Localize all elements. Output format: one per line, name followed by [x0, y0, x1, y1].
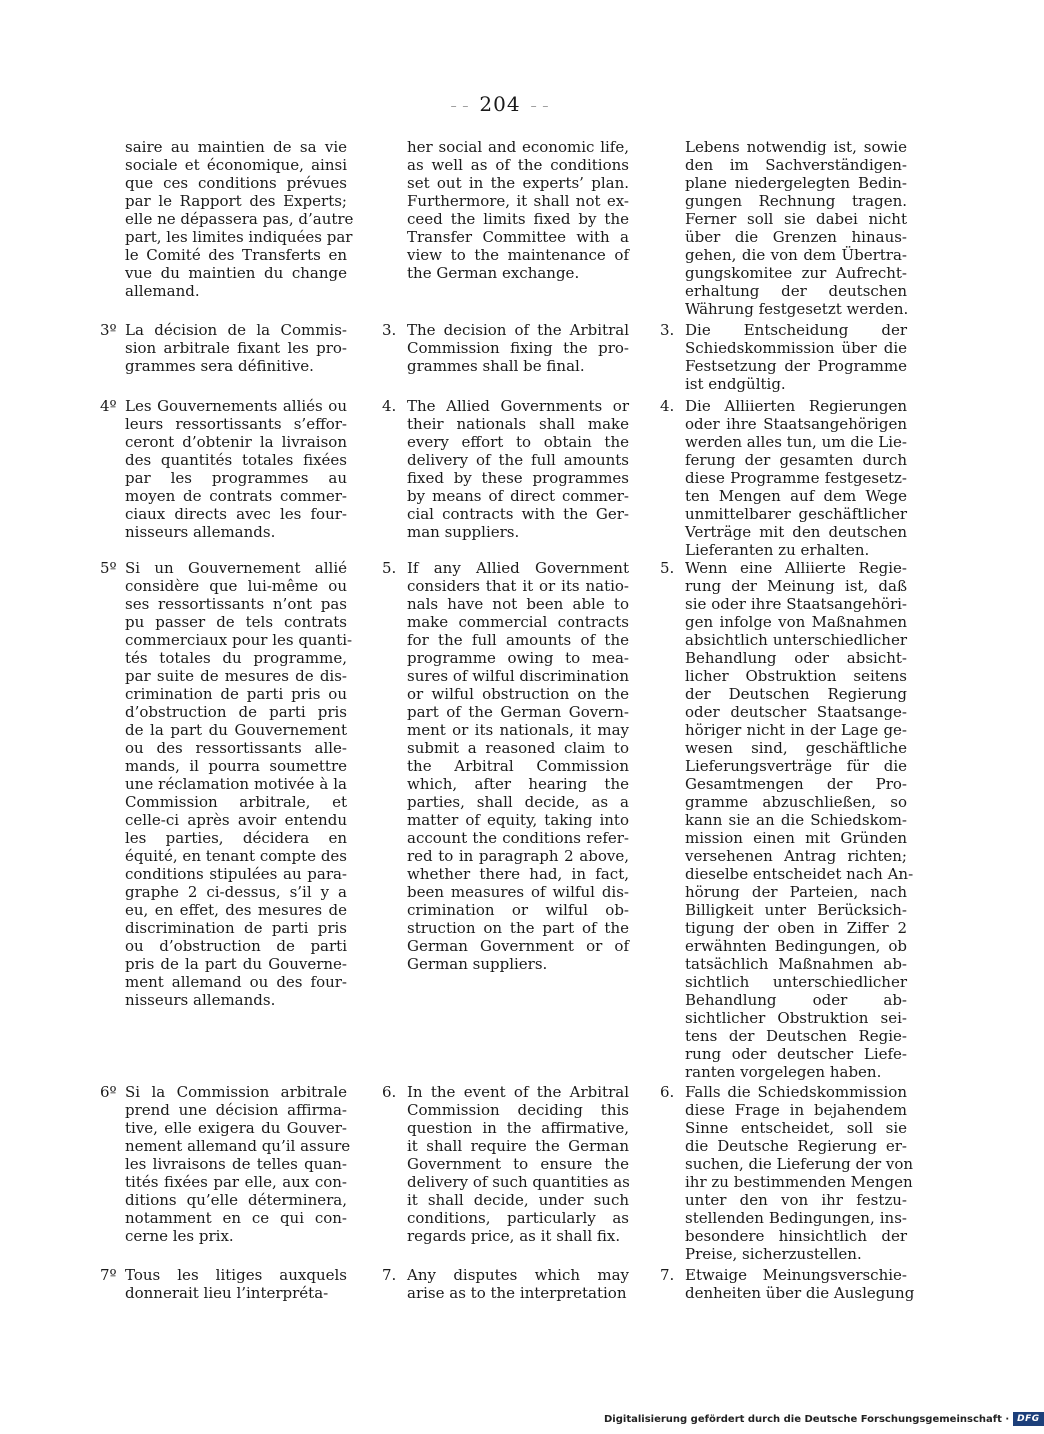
- text-line: donnerait lieu l’interpréta-: [125, 1284, 329, 1302]
- text-line: gungskomitee zur Aufrecht-: [685, 264, 907, 282]
- text-line: sion arbitrale fixant les pro-: [125, 339, 347, 357]
- english-paragraph: [382, 559, 632, 973]
- text-line: Falls die Schiedskommission: [685, 1083, 907, 1101]
- paragraph-number: 7.: [382, 1266, 397, 1284]
- text-line: tités fixées par elle, aux con-: [125, 1173, 347, 1191]
- text-line: diese Programme festgesetz-: [685, 469, 907, 487]
- text-line: oder ihre Staatsangehörigen: [685, 415, 907, 433]
- text-line: set out in the experts’ plan.: [407, 174, 629, 192]
- french-paragraph: [100, 1266, 350, 1302]
- text-line: If any Allied Government: [407, 559, 629, 577]
- text-line: unter den von ihr festzu-: [685, 1191, 907, 1209]
- paragraph-body: [125, 559, 353, 1009]
- text-line: que ces conditions prévues: [125, 174, 347, 192]
- text-line: ou d’obstruction de parti: [125, 937, 347, 955]
- text-line: question in the affirmative,: [407, 1119, 629, 1137]
- text-line: erwähnten Bedingungen, ob: [685, 937, 907, 955]
- text-line: elle ne dépassera pas, d’autre: [125, 210, 354, 228]
- english-paragraph: [382, 321, 632, 375]
- text-line: pu passer de tels contrats: [125, 613, 347, 631]
- text-line: Furthermore, it shall not ex-: [407, 192, 629, 210]
- text-line: par le Rapport des Experts;: [125, 192, 347, 210]
- text-line: part of the German Govern-: [407, 703, 629, 721]
- text-line: ist endgültig.: [685, 375, 786, 393]
- french-paragraph: [100, 1083, 350, 1245]
- text-line: as well as of the conditions: [407, 156, 629, 174]
- paragraph-body: [125, 138, 354, 300]
- text-line: plane niedergelegten Bedin-: [685, 174, 907, 192]
- paragraph-number: 6º: [100, 1083, 117, 1101]
- text-line: Wenn eine Alliierte Regie-: [685, 559, 907, 577]
- text-line: conditions, particularly as: [407, 1209, 629, 1227]
- text-line: Si un Gouvernement allié: [125, 559, 347, 577]
- text-line: licher Obstruktion seitens: [685, 667, 907, 685]
- text-line: ihr zu bestimmenden Mengen: [685, 1173, 913, 1191]
- text-line: Gesamtmengen der Pro-: [685, 775, 907, 793]
- footer-text: Digitalisierung gefördert durch die Deutsche Forschungsgemeinschaft ·: [604, 1413, 1010, 1425]
- paragraph-body: [685, 1266, 915, 1302]
- text-line: fixed by these programmes: [407, 469, 629, 487]
- text-line: sichtlich unterschiedlicher: [685, 973, 907, 991]
- paragraph-body: [407, 397, 629, 541]
- paragraph-body: [407, 1083, 629, 1245]
- text-line: diese Frage in bejahendem: [685, 1101, 907, 1119]
- text-line: leurs ressortissants s’effor-: [125, 415, 347, 433]
- english-paragraph: [382, 397, 632, 541]
- text-line: Behandlung oder ab-: [685, 991, 907, 1009]
- english-paragraph: [382, 138, 632, 282]
- text-line: The Allied Governments or: [407, 397, 629, 415]
- english-paragraph: [382, 1083, 632, 1245]
- text-line: d’obstruction de parti pris: [125, 703, 347, 721]
- text-line: graphe 2 ci-dessus, s’il y a: [125, 883, 347, 901]
- paragraph-number: 6.: [382, 1083, 397, 1101]
- text-line: commerciaux pour les quanti-: [125, 631, 353, 649]
- text-line: conditions stipulées au para-: [125, 865, 347, 883]
- paragraph-number: 7º: [100, 1266, 117, 1284]
- text-line: programme owing to mea-: [407, 649, 629, 667]
- text-line: gramme abzuschließen, so: [685, 793, 907, 811]
- text-line: les parties, décidera en: [125, 829, 347, 847]
- text-line: grammes sera définitive.: [125, 357, 314, 375]
- text-line: unmittelbarer geschäftlicher: [685, 505, 907, 523]
- text-line: suchen, die Lieferung der von: [685, 1155, 914, 1173]
- text-line: been measures of wilful dis-: [407, 883, 629, 901]
- text-line: considère que lui-même ou: [125, 577, 347, 595]
- text-line: eu, en effet, des mesures de: [125, 901, 347, 919]
- german-paragraph: [660, 321, 910, 393]
- text-line: Behandlung oder absicht-: [685, 649, 907, 667]
- text-line: the German exchange.: [407, 264, 580, 282]
- text-line: Commission fixing the pro-: [407, 339, 629, 357]
- text-line: parties, shall decide, as a: [407, 793, 629, 811]
- text-line: par les programmes au: [125, 469, 347, 487]
- text-line: den im Sachverständigen-: [685, 156, 907, 174]
- text-line: discrimination de parti pris: [125, 919, 347, 937]
- text-line: account the conditions refer-: [407, 829, 629, 847]
- text-line: delivery of the full amounts: [407, 451, 629, 469]
- text-line: ment allemand ou des four-: [125, 973, 347, 991]
- text-line: Commission deciding this: [407, 1101, 629, 1119]
- text-line: ceed the limits fixed by the: [407, 210, 629, 228]
- text-line: struction on the part of the: [407, 919, 629, 937]
- text-line: red to in paragraph 2 above,: [407, 847, 629, 865]
- text-line: delivery of such quantities as: [407, 1173, 630, 1191]
- text-line: regards price, as it shall fix.: [407, 1227, 621, 1245]
- paragraph-body: [125, 1266, 347, 1302]
- paragraph-body: [125, 397, 347, 541]
- german-paragraph: [660, 138, 910, 318]
- text-line: Lieferanten zu erhalten.: [685, 541, 870, 559]
- text-line: ses ressortissants n’ont pas: [125, 595, 347, 613]
- text-line: Any disputes which may: [407, 1266, 629, 1284]
- german-paragraph: [660, 397, 910, 559]
- text-line: part, les limites indiquées par: [125, 228, 353, 246]
- text-line: Lieferungsverträge für die: [685, 757, 907, 775]
- text-line: Ferner soll sie dabei nicht: [685, 210, 907, 228]
- french-paragraph: [100, 321, 350, 375]
- text-line: German suppliers.: [407, 955, 548, 973]
- text-line: stellenden Bedingungen, ins-: [685, 1209, 907, 1227]
- french-paragraph: [100, 397, 350, 541]
- text-line: vue du maintien du change: [125, 264, 347, 282]
- text-line: cerne les prix.: [125, 1227, 234, 1245]
- text-line: höriger nicht in der Lage ge-: [685, 721, 907, 739]
- text-line: Währung festgesetzt werden.: [685, 300, 909, 318]
- text-line: pris de la part du Gouverne-: [125, 955, 347, 973]
- text-line: ciaux directs avec les four-: [125, 505, 347, 523]
- text-line: notamment en ce qui con-: [125, 1209, 347, 1227]
- text-line: ranten vorgelegen haben.: [685, 1063, 882, 1081]
- decorative-dash: – –: [450, 98, 470, 113]
- text-line: absichtlich unterschiedlicher: [685, 631, 907, 649]
- paragraph-body: [685, 397, 907, 559]
- text-line: celle-ci après avoir entendu: [125, 811, 347, 829]
- text-line: Etwaige Meinungsverschie-: [685, 1266, 907, 1284]
- text-line: tigung der oben in Ziffer 2: [685, 919, 907, 937]
- text-line: Transfer Committee with a: [407, 228, 629, 246]
- text-line: whether there had, in fact,: [407, 865, 629, 883]
- text-line: Billigkeit unter Berücksich-: [685, 901, 907, 919]
- text-line: In the event of the Arbitral: [407, 1083, 629, 1101]
- text-line: dieselbe entscheidet nach An-: [685, 865, 914, 883]
- text-line: La décision de la Commis-: [125, 321, 347, 339]
- text-line: German Government or of: [407, 937, 629, 955]
- paragraph-number: 3º: [100, 321, 117, 339]
- text-line: die Deutsche Regierung er-: [685, 1137, 907, 1155]
- text-line: kann sie an die Schiedskom-: [685, 811, 907, 829]
- text-line: le Comité des Transferts en: [125, 246, 347, 264]
- english-paragraph: [382, 1266, 632, 1302]
- text-line: mission einen mit Gründen: [685, 829, 907, 847]
- paragraph-number: 3.: [382, 321, 397, 339]
- text-line: équité, en tenant compte des: [125, 847, 347, 865]
- dfg-logo: DFG: [1013, 1412, 1044, 1426]
- paragraph-number: 5.: [660, 559, 675, 577]
- paragraph-number: 7.: [660, 1266, 675, 1284]
- paragraph-number: 4º: [100, 397, 117, 415]
- text-line: Tous les litiges auxquels: [125, 1266, 347, 1284]
- text-line: man suppliers.: [407, 523, 520, 541]
- text-line: der Deutschen Regierung: [685, 685, 907, 703]
- text-line: nement allemand qu’il assure: [125, 1137, 351, 1155]
- text-line: or wilful obstruction on the: [407, 685, 629, 703]
- text-line: matter of equity, taking into: [407, 811, 629, 829]
- text-line: rung der Meinung ist, daß: [685, 577, 907, 595]
- decorative-dash: – –: [530, 98, 550, 113]
- text-line: sociale et économique, ainsi: [125, 156, 347, 174]
- paragraph-body: [407, 138, 629, 282]
- text-line: Lebens notwendig ist, sowie: [685, 138, 907, 156]
- text-line: crimination de parti pris ou: [125, 685, 347, 703]
- paragraph-body: [685, 1083, 914, 1263]
- text-line: make commercial contracts: [407, 613, 629, 631]
- text-line: arise as to the interpretation: [407, 1284, 627, 1302]
- text-line: considers that it or its natio-: [407, 577, 629, 595]
- paragraph-body: [685, 321, 907, 393]
- paragraph-body: [125, 321, 347, 375]
- text-line: une réclamation motivée à la: [125, 775, 347, 793]
- text-line: les livraisons de telles quan-: [125, 1155, 347, 1173]
- text-line: besondere hinsichtlich der: [685, 1227, 907, 1245]
- text-line: ferung der gesamten durch: [685, 451, 907, 469]
- text-line: Die Alliierten Regierungen: [685, 397, 907, 415]
- text-line: denheiten über die Auslegung: [685, 1284, 915, 1302]
- text-line: tens der Deutschen Regie-: [685, 1027, 907, 1045]
- text-line: it shall require the German: [407, 1137, 629, 1155]
- text-line: gungen Rechnung tragen.: [685, 192, 907, 210]
- text-line: sures of wilful discrimination: [407, 667, 630, 685]
- text-line: über die Grenzen hinaus-: [685, 228, 907, 246]
- text-line: Festsetzung der Programme: [685, 357, 907, 375]
- text-line: Commission arbitrale, et: [125, 793, 347, 811]
- text-line: moyen de contrats commer-: [125, 487, 347, 505]
- text-line: Sinne entscheidet, soll sie: [685, 1119, 907, 1137]
- text-line: ditions qu’elle déterminera,: [125, 1191, 347, 1209]
- paragraph-body: [685, 138, 907, 318]
- text-line: rung oder deutscher Liefe-: [685, 1045, 907, 1063]
- page-number: [0, 92, 1000, 116]
- text-line: Die Entscheidung der: [685, 321, 907, 339]
- text-line: versehenen Antrag richten;: [685, 847, 907, 865]
- paragraph-body: [407, 321, 629, 375]
- german-paragraph: [660, 1083, 914, 1263]
- paragraph-number: 4.: [382, 397, 397, 415]
- french-paragraph: [100, 138, 354, 300]
- text-line: oder deutscher Staatsange-: [685, 703, 907, 721]
- text-line: prend une décision affirma-: [125, 1101, 347, 1119]
- text-line: which, after hearing the: [407, 775, 629, 793]
- digitization-footer: [604, 1408, 1040, 1430]
- paragraph-body: [407, 559, 629, 973]
- text-line: des quantités totales fixées: [125, 451, 347, 469]
- paragraph-body: [407, 1266, 629, 1302]
- text-line: nisseurs allemands.: [125, 991, 276, 1009]
- text-line: sie oder ihre Staatsangehöri-: [685, 595, 907, 613]
- text-line: de la part du Gouvernement: [125, 721, 347, 739]
- text-line: every effort to obtain the: [407, 433, 629, 451]
- text-line: view to the maintenance of: [407, 246, 629, 264]
- text-line: Les Gouvernements alliés ou: [125, 397, 347, 415]
- text-line: grammes shall be final.: [407, 357, 585, 375]
- german-paragraph: [660, 559, 914, 1081]
- text-line: ou des ressortissants alle-: [125, 739, 347, 757]
- german-paragraph: [660, 1266, 915, 1302]
- text-line: it shall decide, under such: [407, 1191, 629, 1209]
- paragraph-number: 5.: [382, 559, 397, 577]
- text-line: submit a reasoned claim to: [407, 739, 629, 757]
- text-line: for the full amounts of the: [407, 631, 629, 649]
- text-line: by means of direct commer-: [407, 487, 629, 505]
- paragraph-number: 6.: [660, 1083, 675, 1101]
- text-line: tés totales du programme,: [125, 649, 347, 667]
- text-line: nisseurs allemands.: [125, 523, 276, 541]
- paragraph-body: [125, 1083, 351, 1245]
- text-line: werden alles tun, um die Lie-: [685, 433, 907, 451]
- paragraph-number: 4.: [660, 397, 675, 415]
- text-line: Preise, sicherzustellen.: [685, 1245, 862, 1263]
- text-line: cial contracts with the Ger-: [407, 505, 629, 523]
- text-line: wesen sind, geschäftliche: [685, 739, 907, 757]
- text-line: hörung der Parteien, nach: [685, 883, 907, 901]
- text-line: ceront d’obtenir la livraison: [125, 433, 347, 451]
- text-line: nals have not been able to: [407, 595, 629, 613]
- text-line: ten Mengen auf dem Wege: [685, 487, 907, 505]
- text-line: crimination or wilful ob-: [407, 901, 629, 919]
- text-line: gehen, die von dem Übertra-: [685, 246, 907, 264]
- text-line: Verträge mit den deutschen: [685, 523, 907, 541]
- paragraph-number: 5º: [100, 559, 117, 577]
- paragraph-body: [685, 559, 914, 1081]
- paragraph-number: 3.: [660, 321, 675, 339]
- text-line: the Arbitral Commission: [407, 757, 629, 775]
- text-line: her social and economic life,: [407, 138, 629, 156]
- text-line: ment or its nationals, it may: [407, 721, 629, 739]
- page-number-text: 204: [479, 92, 521, 116]
- text-line: sichtlicher Obstruktion sei-: [685, 1009, 907, 1027]
- text-line: tatsächlich Maßnahmen ab-: [685, 955, 907, 973]
- text-line: allemand.: [125, 282, 200, 300]
- text-line: their nationals shall make: [407, 415, 629, 433]
- french-paragraph: [100, 559, 353, 1009]
- text-line: saire au maintien de sa vie: [125, 138, 347, 156]
- text-line: par suite de mesures de dis-: [125, 667, 347, 685]
- text-line: Government to ensure the: [407, 1155, 629, 1173]
- text-line: tive, elle exigera du Gouver-: [125, 1119, 347, 1137]
- text-line: Si la Commission arbitrale: [125, 1083, 347, 1101]
- text-line: erhaltung der deutschen: [685, 282, 907, 300]
- text-line: gen infolge von Maßnahmen: [685, 613, 907, 631]
- text-line: mands, il pourra soumettre: [125, 757, 347, 775]
- text-line: Schiedskommission über die: [685, 339, 907, 357]
- text-line: The decision of the Arbitral: [407, 321, 629, 339]
